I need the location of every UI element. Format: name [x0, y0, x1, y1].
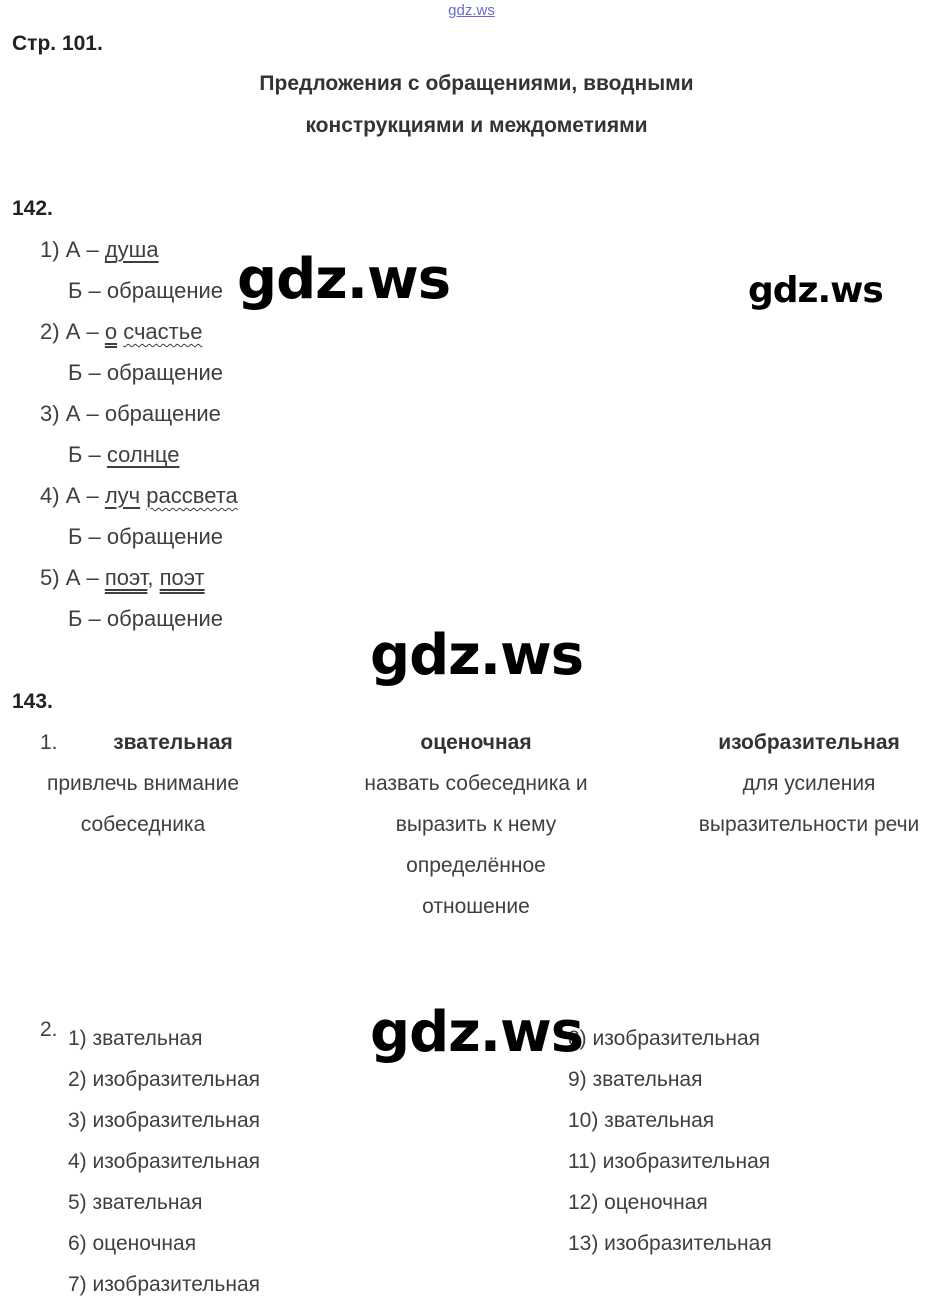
ex143-part2-number: 2.	[40, 1018, 58, 1041]
column-head: оценочная	[420, 731, 532, 754]
column-vocative	[33, 722, 253, 845]
item-b-answer: обращение	[106, 606, 223, 631]
item-a-label: А –	[65, 237, 99, 262]
watermark: gdz.ws	[748, 270, 883, 311]
ex142-item-1-a	[40, 237, 159, 263]
list-item: 3) изобразительная	[68, 1109, 261, 1132]
item-number: 5)	[40, 565, 60, 590]
column-line: определённое	[406, 854, 546, 877]
ex142-item-3-a	[40, 401, 221, 427]
item-b-answer: обращение	[106, 524, 223, 549]
column-evaluative	[346, 722, 606, 927]
item-b-label: Б –	[68, 442, 101, 467]
item-b-label: Б –	[68, 524, 101, 549]
column-line: собеседника	[80, 813, 206, 836]
item-b-answer: обращение	[106, 360, 223, 385]
item-b-answer: обращение	[106, 278, 223, 303]
page-number: Стр. 101.	[12, 32, 103, 55]
column-head: изобразительная	[718, 731, 900, 754]
item-a-label: А –	[65, 565, 99, 590]
ex142-item-4-b	[68, 524, 223, 550]
item-a-answer-part2: рассвета	[146, 483, 238, 508]
ex142-item-2-b	[68, 360, 223, 386]
ex142-item-2-a	[40, 319, 202, 345]
item-b-label: Б –	[68, 360, 101, 385]
section-title-line2: конструкциями и междометиями	[305, 114, 648, 137]
item-number: 1)	[40, 237, 60, 262]
list-item: 11) изобразительная	[568, 1150, 771, 1173]
answer-list-left	[68, 1018, 260, 1305]
list-item: 4) изобразительная	[68, 1150, 261, 1173]
list-item: 12) оценочная	[568, 1191, 708, 1214]
watermark: gdz.ws	[237, 247, 451, 312]
watermark: gdz.ws	[370, 623, 584, 688]
column-line: привлечь внимание	[46, 772, 239, 795]
list-item: 1) звательная	[68, 1027, 203, 1050]
item-number: 2)	[40, 319, 60, 344]
item-a-answer-part1: поэт	[104, 565, 148, 590]
section-title-line1: Предложения с обращениями, вводными	[259, 72, 694, 95]
column-line: отношение	[422, 895, 530, 918]
list-item: 9) звательная	[568, 1068, 703, 1091]
item-a-label: А –	[65, 401, 99, 426]
ex142-item-5-b	[68, 606, 223, 632]
item-a-answer: душа	[104, 237, 159, 262]
item-a-answer-part1: луч	[104, 483, 141, 508]
item-b-label: Б –	[68, 278, 101, 303]
list-item: 8) изобразительная	[568, 1027, 761, 1050]
column-line: назвать собеседника и	[364, 772, 588, 795]
top-watermark-link[interactable]: gdz.ws	[448, 2, 495, 19]
item-b-label: Б –	[68, 606, 101, 631]
item-a-label: А –	[65, 483, 99, 508]
list-item: 6) оценочная	[68, 1232, 197, 1255]
column-line: выразительности речи	[698, 813, 920, 836]
item-number: 3)	[40, 401, 60, 426]
item-a-answer-part1: о	[104, 319, 118, 344]
list-item: 5) звательная	[68, 1191, 203, 1214]
watermark: gdz.ws	[370, 1000, 584, 1065]
column-figurative	[680, 722, 938, 845]
answer-list-right	[568, 1018, 772, 1264]
item-a-answer-part2: поэт	[159, 565, 205, 590]
item-a-label: А –	[65, 319, 99, 344]
item-number: 4)	[40, 483, 60, 508]
ex142-item-1-b	[68, 278, 223, 304]
item-a-answer: обращение	[104, 401, 221, 426]
column-head: звательная	[113, 731, 233, 754]
item-b-answer: солнце	[106, 442, 180, 467]
ex142-item-4-a	[40, 483, 238, 509]
column-line: выразить к нему	[395, 813, 557, 836]
item-a-answer-part2: счастье	[123, 319, 203, 344]
exercise-142-number: 142.	[12, 197, 53, 220]
list-item: 13) изобразительная	[568, 1232, 772, 1255]
exercise-143-number: 143.	[12, 690, 53, 713]
item-a-separator: ,	[147, 565, 154, 590]
column-line: для усиления	[742, 772, 876, 795]
list-item: 2) изобразительная	[68, 1068, 261, 1091]
list-item: 7) изобразительная	[68, 1273, 261, 1296]
ex142-item-5-a	[40, 565, 205, 591]
ex142-item-3-b	[68, 442, 180, 468]
ex143-part1-number: 1.	[40, 731, 58, 754]
list-item: 10) звательная	[568, 1109, 715, 1132]
